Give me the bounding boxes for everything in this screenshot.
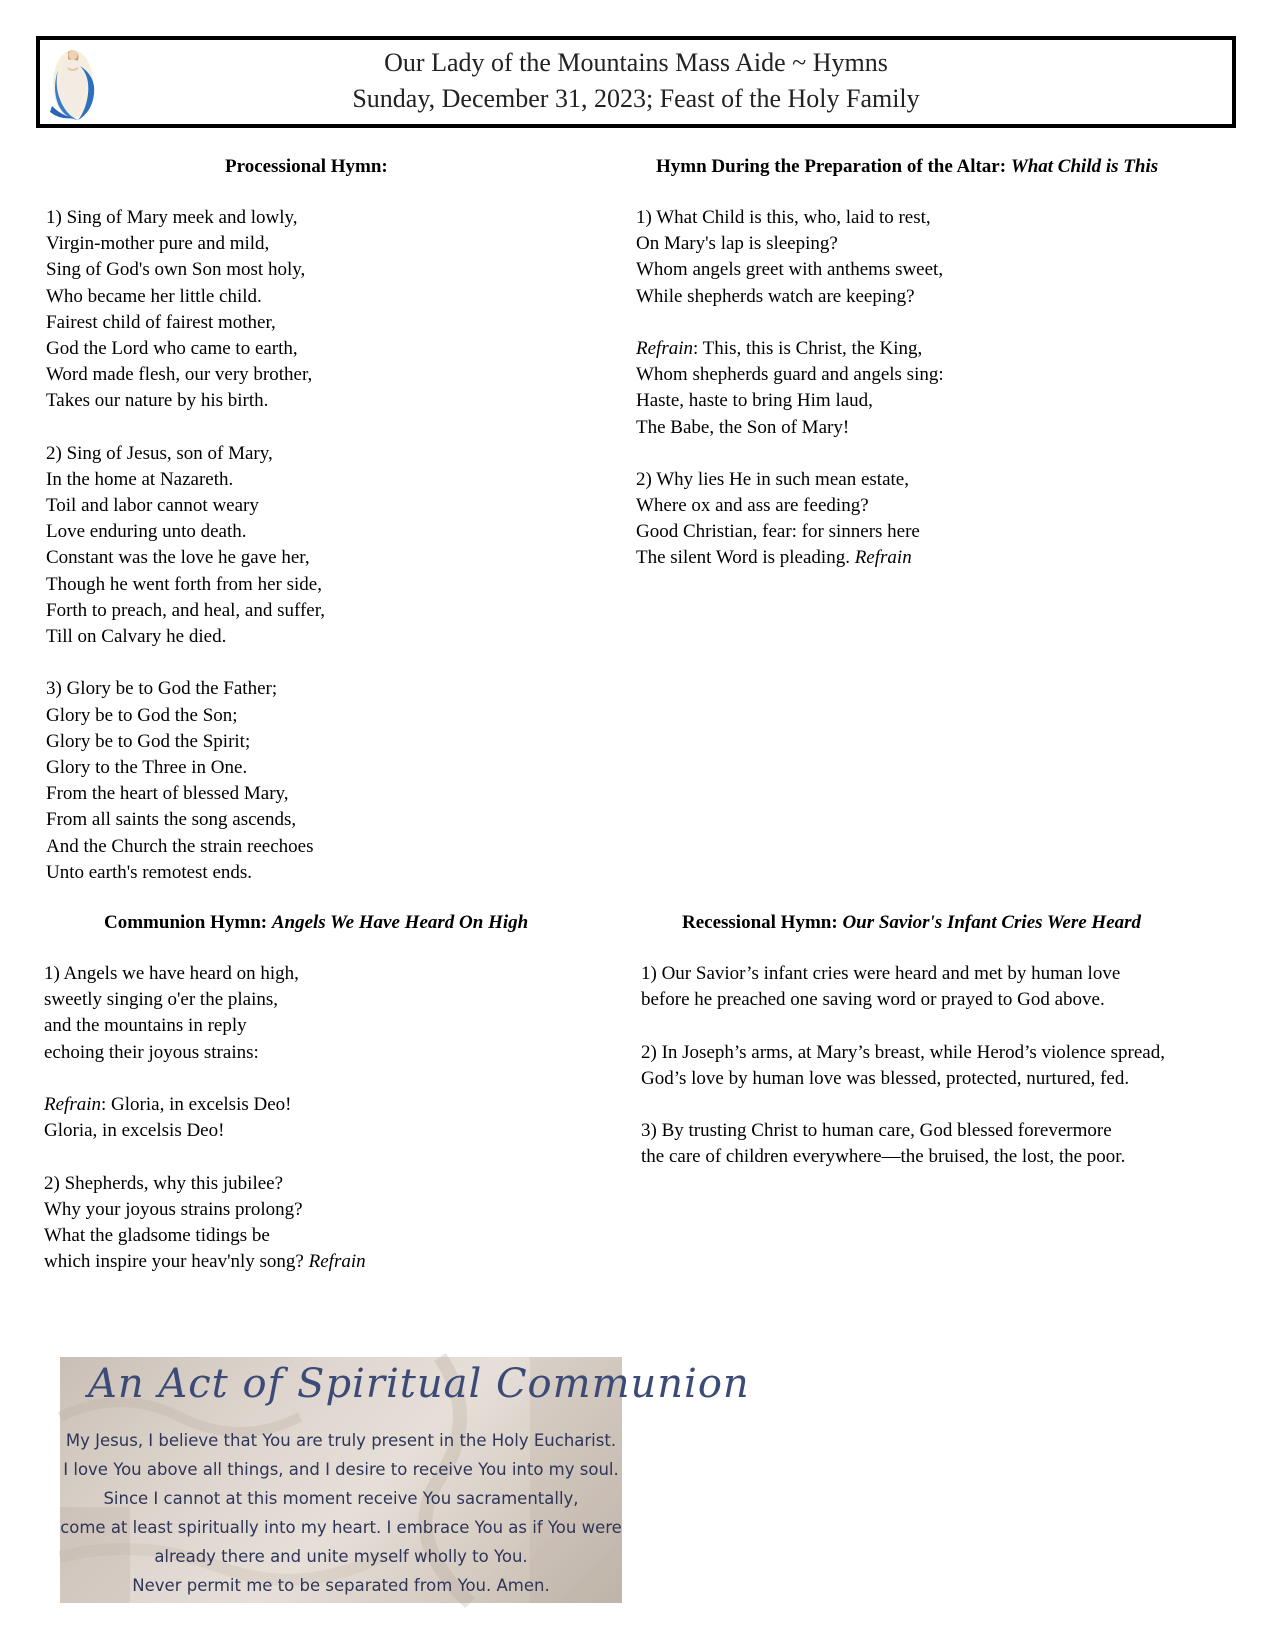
prayer-line: come at least spiritually into my heart. I embrace You as if You were — [60, 1518, 622, 1537]
lyric-line: Toil and labor cannot weary — [46, 495, 259, 517]
lyric-line: Love enduring unto death. — [46, 521, 247, 543]
header-title-line2: Sunday, December 31, 2023; Feast of the Holy Family — [352, 84, 920, 113]
lyric-line: Good Christian, fear: for sinners here — [636, 521, 920, 543]
lyric-line: Who became her little child. — [46, 285, 262, 307]
lyric-line: On Mary's lap is sleeping? — [636, 233, 838, 255]
lyric-line: 2) Sing of Jesus, son of Mary, — [46, 442, 273, 464]
prayer-line: Since I cannot at this moment receive You sacramentally, — [103, 1489, 579, 1508]
lyric-line: Sing of God's own Son most holy, — [46, 259, 306, 281]
lyric-line: Till on Calvary he died. — [46, 626, 227, 647]
lyric-line: Fairest child of fairest mother, — [46, 311, 276, 333]
lyric-line: Though he went forth from her side, — [46, 573, 322, 595]
recessional-heading: Recessional Hymn: Our Savior's Infant Cries Were Heard — [682, 912, 1142, 933]
lyric-line: 2) In Joseph’s arms, at Mary’s breast, while Herod’s violence spread, — [641, 1041, 1165, 1063]
communion-heading: Communion Hymn: Angels We Have Heard On High — [104, 912, 529, 933]
lyric-line: Unto earth's remotest ends. — [46, 861, 253, 883]
lyric-line: Forth to preach, and heal, and suffer, — [46, 599, 326, 621]
lyric-line: Where ox and ass are feeding? — [636, 495, 869, 517]
lyric-line: 1) Angels we have heard on high, — [44, 963, 299, 984]
lyric-line: which inspire your heav'nly song? Refrain — [44, 1251, 366, 1273]
preparation-lyrics — [636, 205, 944, 572]
lyric-line: 2) Shepherds, why this jubilee? — [44, 1172, 284, 1194]
lyric-line: From the heart of blessed Mary, — [46, 783, 289, 805]
lyric-line: Word made flesh, our very brother, — [46, 364, 313, 386]
spiritual-communion-title: An Act of Spiritual Communion — [88, 1361, 750, 1407]
lyric-line: The Babe, the Son of Mary! — [636, 416, 850, 438]
spiritual-communion-card — [60, 1357, 750, 1603]
lyric-line: What the gladsome tidings be — [44, 1224, 270, 1246]
lyric-line: echoing their joyous strains: — [44, 1041, 259, 1063]
lyric-line: Glory be to God the Son; — [46, 704, 238, 726]
lyric-line: The silent Word is pleading. Refrain — [636, 547, 912, 569]
prayer-line: I love You above all things, and I desire to receive You into my soul. — [63, 1460, 619, 1479]
refrain-line: Refrain: Gloria, in excelsis Deo! — [44, 1093, 292, 1115]
lyric-line: 3) By trusting Christ to human care, God blessed forevermore — [641, 1120, 1112, 1142]
lyric-line: 3) Glory be to God the Father; — [46, 678, 278, 700]
preparation-heading: Hymn During the Preparation of the Altar: What Child is This — [656, 156, 1159, 177]
lyric-line: While shepherds watch are keeping? — [636, 285, 915, 307]
header-title-line1: Our Lady of the Mountains Mass Aide ~ Hymns — [384, 48, 888, 77]
lyric-line: 1) Our Savior’s infant cries were heard and met by human love — [641, 963, 1121, 984]
lyric-line: Haste, haste to bring Him laud, — [636, 390, 873, 412]
lyric-line: In the home at Nazareth. — [46, 468, 234, 490]
lyric-line: And the Church the strain reechoes — [46, 835, 314, 857]
prayer-line: My Jesus, I believe that You are truly present in the Holy Eucharist. — [65, 1431, 617, 1450]
lyric-line: 1) Sing of Mary meek and lowly, — [46, 207, 298, 228]
lyric-line: Why your joyous strains prolong? — [44, 1198, 303, 1220]
lyric-line: God the Lord who came to earth, — [46, 337, 298, 359]
lyric-line: 1) What Child is this, who, laid to rest, — [636, 207, 931, 228]
lyric-line: 2) Why lies He in such mean estate, — [636, 468, 909, 490]
lyric-line: Glory to the Three in One. — [46, 756, 248, 778]
processional-lyrics — [46, 205, 325, 886]
lyric-line: sweetly singing o'er the plains, — [44, 989, 279, 1011]
page-header — [36, 36, 1236, 128]
lyric-line: Takes our nature by his birth. — [46, 390, 269, 412]
lyric-line: Constant was the love he gave her, — [46, 547, 310, 569]
communion-hymn-title: Angels We Have Heard On High — [271, 912, 529, 933]
prayer-line: already there and unite myself wholly to You. — [154, 1547, 528, 1566]
lyric-line: and the mountains in reply — [44, 1015, 247, 1037]
lyric-line: Whom angels greet with anthems sweet, — [636, 259, 944, 281]
lyric-line: God’s love by human love was blessed, protected, nurtured, fed. — [641, 1067, 1130, 1089]
lyric-line: Gloria, in excelsis Deo! — [44, 1120, 225, 1142]
lyric-line: before he preached one saving word or prayed to God above. — [641, 989, 1105, 1011]
lyric-line: Whom shepherds guard and angels sing: — [636, 364, 944, 386]
processional-heading: Processional Hymn: — [225, 156, 388, 177]
lyric-line: From all saints the song ascends, — [46, 809, 297, 831]
lyric-line: the care of children everywhere—the bruised, the lost, the poor. — [641, 1146, 1126, 1168]
lyric-line: Virgin-mother pure and mild, — [46, 233, 270, 255]
communion-lyrics — [44, 961, 366, 1275]
refrain-line: Refrain: This, this is Christ, the King, — [636, 337, 923, 359]
preparation-hymn-title: What Child is This — [1010, 156, 1159, 177]
recessional-lyrics — [641, 961, 1165, 1171]
prayer-line: Never permit me to be separated from You. Amen. — [132, 1576, 550, 1595]
lyric-line: Glory be to God the Spirit; — [46, 730, 251, 752]
recessional-hymn-title: Our Savior's Infant Cries Were Heard — [842, 912, 1142, 933]
